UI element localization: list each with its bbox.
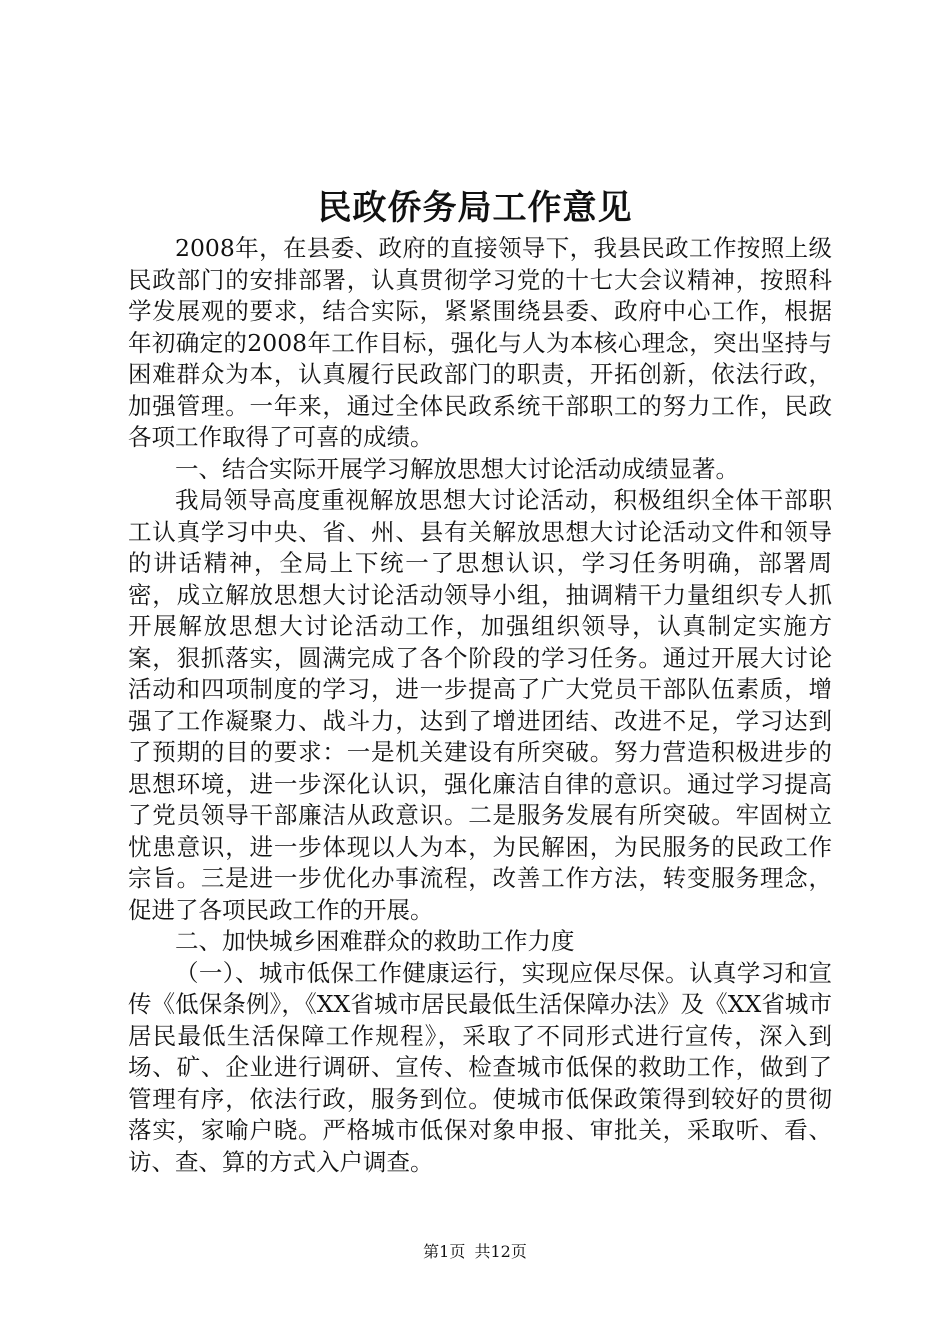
section-heading-2: 二、加快城乡困难群众的救助工作力度: [175, 927, 575, 955]
paragraph-section-2-1: （一）、城市低保工作健康运行，实现应保尽保。认真学习和宣传《低保条例》，《XX省城市居民最低生活保障办法》及《XX省城市居民最低生活保障工作规程》，采取了不同形式进行宣传，深入到场、矿、企业进行调研、宣传、检查城市低保的救助工作，做到了管理有序，依法行政，服务到位。使城市低保政策得到较好的贯彻落实，家喻户晓。严格城市低保对象申报、审批关，采取听、看、访、查、算的方式入户调查。: [128, 958, 832, 1176]
document-body: [128, 233, 832, 1178]
paragraph-intro: 2008年，在县委、政府的直接领导下，我县民政工作按照上级民政部门的安排部署，认真贯彻学习党的十七大会议精神，按照科学发展观的要求，结合实际，紧紧围绕县委、政府中心工作，根据年初确定的2008年工作目标，强化与人为本核心理念，突出坚持与困难群众为本，认真履行民政部门的职责，开拓创新，依法行政，加强管理。一年来，通过全体民政系统干部职工的努力工作，民政各项工作取得了可喜的成绩。: [128, 234, 832, 451]
section-heading-1: 一、结合实际开展学习解放思想大讨论活动成绩显著。: [175, 454, 739, 483]
paragraph-section-1: 我局领导高度重视解放思想大讨论活动，积极组织全体干部职工认真学习中央、省、州、县有关解放思想大讨论活动文件和领导的讲话精神，全局上下统一了思想认识，学习任务明确，部署周密，成立解放思想大讨论活动领导小组，抽调精干力量组织专人抓开展解放思想大讨论活动工作，加强组织领导，认真制定实施方案，狠抓落实，圆满完成了各个阶段的学习任务。通过开展大讨论活动和四项制度的学习，进一步提高了广大党员干部队伍素质，增强了工作凝聚力、战斗力，达到了增进团结、改进不足，学习达到了预期的目的要求：一是机关建设有所突破。努力营造积极进步的思想环境，进一步深化认识，强化廉洁自律的意识。通过学习提高了党员领导干部廉洁从政意识。二是服务发展有所突破。牢固树立忧患意识，进一步体现以人为本，为民解困，为民服务的民政工作宗旨。三是进一步优化办事流程，改善工作方法，转变服务理念，促进了各项民政工作的开展。: [128, 486, 832, 924]
page-number-total: 共12页: [474, 1242, 527, 1261]
page-footer: [0, 1240, 950, 1264]
document-title: 民政侨务局工作意见: [317, 188, 633, 228]
page-number-current: 第1页: [423, 1242, 466, 1261]
